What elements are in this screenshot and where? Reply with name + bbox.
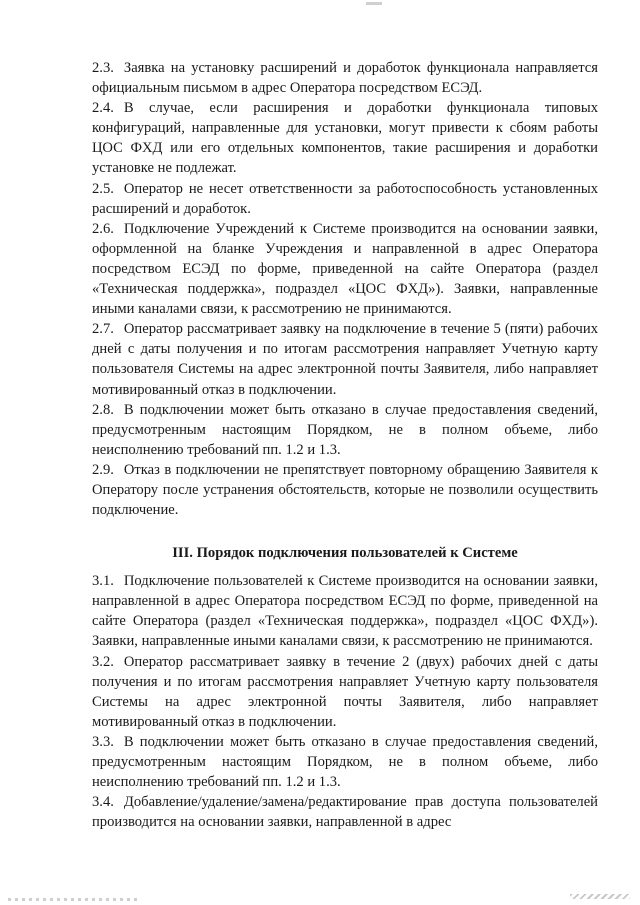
scan-artifact bbox=[8, 898, 138, 901]
item-number: 3.1. bbox=[92, 573, 114, 590]
item-text: Подключение Учреждений к Системе производится на основании заявки, оформленной на бланке Учреждения и направленной в адрес Оператора посредством ЕСЭД по форме, приведенной на сайте Оператора (раздел «Техническая поддержка», подраздел «ЦОС ФХД»). Заявки, направленные иными каналами связи, к рассмотрению не принимаются. bbox=[92, 220, 598, 318]
item-number: 2.6. bbox=[92, 220, 114, 237]
section-3-title: III. Порядок подключения пользователей к Системе bbox=[172, 545, 518, 562]
paragraph-2-5 bbox=[92, 179, 598, 219]
paragraph-3-4 bbox=[92, 792, 598, 832]
item-number: 2.3. bbox=[92, 60, 114, 76]
scan-artifact bbox=[366, 2, 382, 5]
item-number: 3.4. bbox=[92, 794, 114, 811]
paragraph-3-3 bbox=[92, 732, 598, 792]
item-number: 2.4. bbox=[92, 100, 114, 117]
paragraph-2-7 bbox=[92, 319, 598, 399]
item-text: Оператор рассматривает заявку на подключение в течение 5 (пяти) рабочих дней с даты получения и по итогам рассмотрения направляет Учетную карту пользователя Системы на адрес электронной почты Заявителя, либо направляет мотивированный отказ в подключении. bbox=[92, 321, 598, 398]
item-text: Подключение пользователей к Системе производится на основании заявки, направленной в адрес Оператора посредством ЕСЭД по форме, приведенной на сайте Оператора (раздел «Техническая поддержка», подраздел «ЦОС ФХД»). Заявки, направленные иными каналами связи, к рассмотрению не принимаются. bbox=[92, 573, 598, 650]
item-text: Заявка на установку расширений и доработок функционала направляется официальным письмом в адрес Оператора посредством ЕСЭД. bbox=[92, 60, 598, 97]
section-2-items bbox=[92, 58, 598, 520]
item-number: 3.2. bbox=[92, 653, 114, 670]
item-text: Добавление/удаление/замена/редактирование прав доступа пользователей производится на основании заявки, направленной в адрес bbox=[92, 794, 598, 831]
item-text: В подключении может быть отказано в случае предоставления сведений, предусмотренным настоящим Порядком, не в полном объеме, либо неисполнению требований пп. 1.2 и 1.3. bbox=[92, 733, 598, 791]
scan-artifact bbox=[570, 894, 630, 899]
item-number: 3.3. bbox=[92, 733, 114, 750]
paragraph-2-9 bbox=[92, 460, 598, 520]
paragraph-3-1 bbox=[92, 571, 598, 651]
item-text: Оператор не несет ответственности за работоспособность установленных расширений и доработок. bbox=[92, 180, 598, 217]
paragraph-2-4 bbox=[92, 98, 598, 178]
paragraph-3-2 bbox=[92, 652, 598, 732]
item-text: В подключении может быть отказано в случае предоставления сведений, предусмотренным настоящим Порядком, не в полном объеме, либо неисполнению требований пп. 1.2 и 1.3. bbox=[92, 401, 598, 458]
section-3-items bbox=[92, 571, 598, 832]
item-number: 2.9. bbox=[92, 461, 114, 478]
paragraph-2-6 bbox=[92, 219, 598, 319]
item-number: 2.5. bbox=[92, 180, 114, 197]
item-number: 2.8. bbox=[92, 401, 114, 418]
item-number: 2.7. bbox=[92, 321, 114, 338]
paragraph-2-3 bbox=[92, 58, 598, 98]
item-text: В случае, если расширения и доработки функционала типовых конфигураций, направленные для установки, могут привести к сбоям работы ЦОС ФХД или его отдельных компонентов, такие расширения и доработки установке не подлежат. bbox=[92, 100, 598, 177]
item-text: Оператор рассматривает заявку в течение 2 (двух) рабочих дней с даты получения и по итогам рассмотрения направляет Учетную карту пользователя Системы на адрес электронной почты Заявителя, либо направляет мотивированный отказ в подключении. bbox=[92, 653, 598, 730]
paragraph-2-8 bbox=[92, 400, 598, 460]
item-text: Отказ в подключении не препятствует повторному обращению Заявителя к Оператору после устранения обстоятельств, которые не позволили осуществить подключение. bbox=[92, 461, 598, 519]
